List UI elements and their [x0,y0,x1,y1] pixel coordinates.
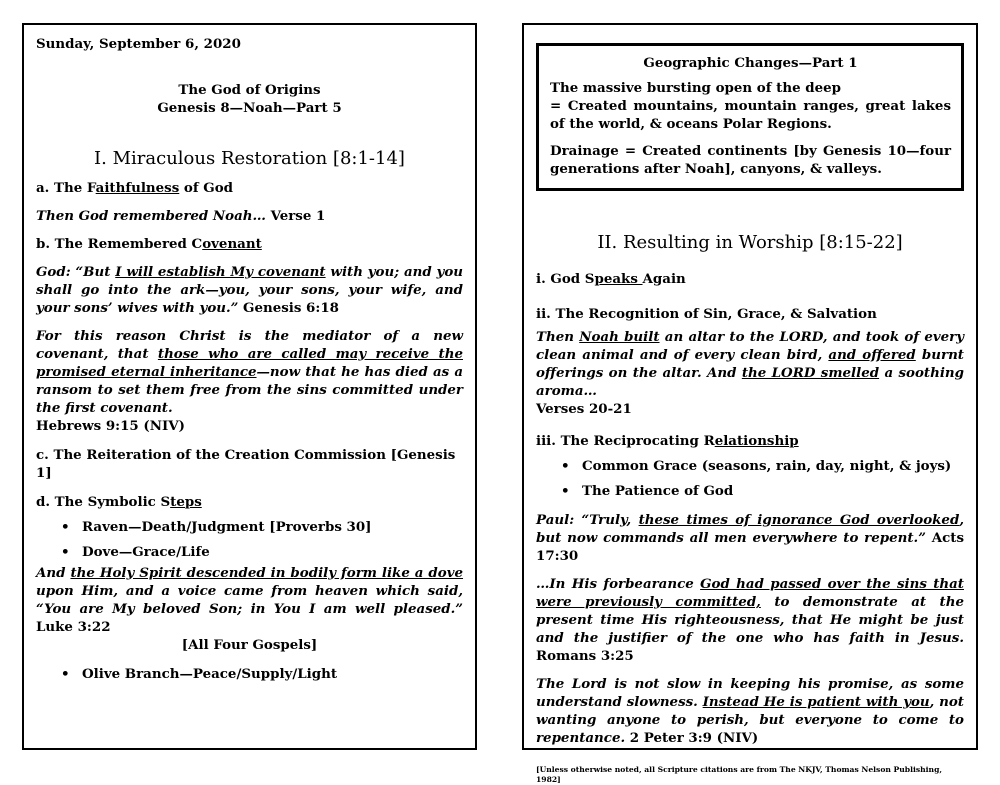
point-b: b. The Remembered Covenant [36,236,262,252]
list-item: • Dove—Grace/Life [36,543,463,561]
date: Sunday, September 6, 2020 [36,36,241,52]
left-page [22,23,477,750]
quote-romans: …In His forbearance God had passed over the sins that were previously committed, to demonstrate at the present time His righteousness, that He might be just and the justifier of the one who has faith in Jesus. Romans 3:25 [536,576,965,664]
quote-genesis: God: “But I will establish My covenant with you; and you shall go into the ark—you, your sons, your wife, and your sons’ wives with you.” Genesis 6:18 [36,264,463,316]
section-heading-2: II. Resulting in Worship [8:15-22] [597,232,903,253]
box-line-1: The massive bursting open of the deep [550,80,842,96]
list-item: • Common Grace (seasons, rain, day, night, & joys) [536,457,964,475]
quote-hebrews: For this reason Christ is the mediator of a new covenant, that those who are called may receive the promised eternal inheritance—now that he has died as a ransom to set them free from the sins committed under the first covenant. [36,328,463,416]
series-subtitle: Genesis 8—Noah—Part 5 [157,100,342,116]
quote-genesis-8: Then Noah built an altar to the LORD, and took of every clean animal and of every clean bird, and offered burnt offerings on the altar. And the LORD smelled a soothing aroma… [536,329,964,399]
point-i: i. God Speaks Again [536,271,686,287]
verse-a: Then God remembered Noah… Verse 1 [36,208,326,224]
quote-luke: And the Holy Spirit descended in bodily form like a dove upon Him, and a voice came from heaven which said, “You are My beloved Son; in You I am well pleased.” Luke 3:22 [36,565,464,635]
box-title: Geographic Changes—Part 1 [643,55,858,71]
list-item: • Olive Branch—Peace/Supply/Light [36,665,463,683]
section-heading-1: I. Miraculous Restoration [8:1-14] [94,148,405,169]
point-c: c. The Reiteration of the Creation Commission [Genesis 1] [36,447,456,481]
symbolic-steps-list [36,518,463,561]
quote-acts: Paul: “Truly, these times of ignorance God overlooked, but now commands all men everywhere to repent.” Acts 17:30 [536,512,964,564]
box-line-3: Drainage = Created continents [by Genesis 10—four generations after Noah], canyons, & valleys. [550,143,951,177]
ref-verses: Verses 20-21 [536,401,632,417]
series-title: The God of Origins [178,82,321,98]
gospels-note: [All Four Gospels] [181,637,318,653]
list-item: • Raven—Death/Judgment [Proverbs 30] [36,518,463,536]
point-iii: iii. The Reciprocating Relationship [536,433,799,449]
right-page [522,23,978,784]
point-a: a. The Faithfulness of God [36,180,234,196]
olive-branch-list [36,665,463,683]
geographic-changes-box [536,43,964,191]
list-item: • The Patience of God [536,482,964,500]
point-ii: ii. The Recognition of Sin, Grace, & Salvation [536,306,877,322]
ref-hebrews: Hebrews 9:15 (NIV) [36,418,185,434]
relationship-list [536,457,964,500]
quote-2-peter: The Lord is not slow in keeping his promise, as some understand slowness. Instead He is patient with you, not wanting anyone to perish, but everyone to come to repentance. 2 Peter 3:9 (NIV) [536,676,964,746]
point-d: d. The Symbolic Steps [36,494,202,510]
box-line-2: = Created mountains, mountain ranges, great lakes of the world, & oceans Polar Regions. [550,98,951,132]
footnote: [Unless otherwise noted, all Scripture citations are from The NKJV, Thomas Nelson Publishing, 1982] [536,765,943,784]
